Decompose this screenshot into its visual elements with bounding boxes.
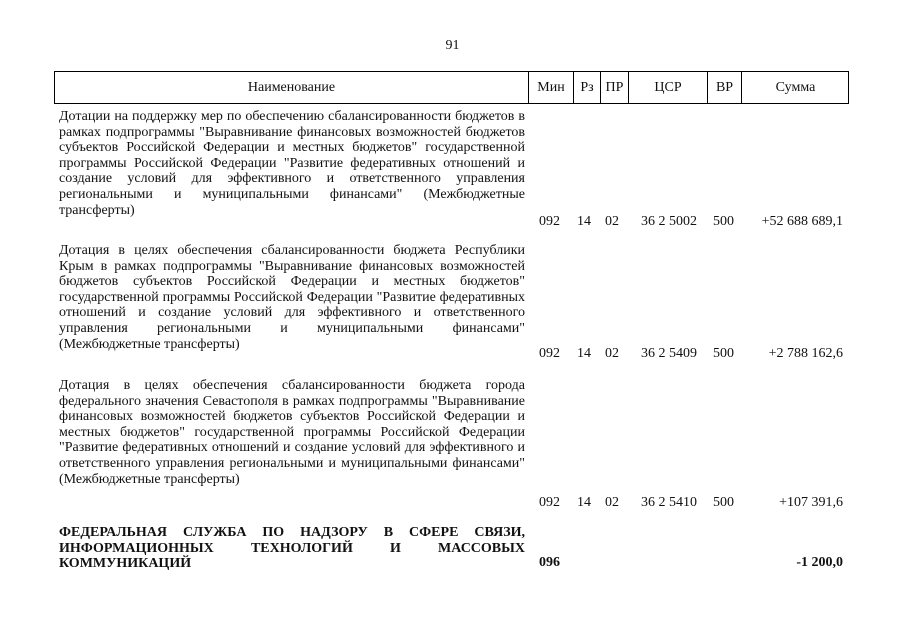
- row-description: ФЕДЕРАЛЬНАЯ СЛУЖБА ПО НАДЗОРУ В СФЕРЕ СВЯЗИ, ИНФОРМАЦИОННЫХ ТЕХНОЛОГИЙ И МАССОВЫХ КОММУНИКАЦИЙ: [59, 525, 525, 572]
- header-name: Наименование: [55, 72, 529, 103]
- row-description: Дотация в целях обеспечения сбалансированности бюджета Республики Крым в рамках подпрограммы "Выравнивание финансовых возможностей бюджетов субъектов Российской Федерации и местных бюджетов" государственной программы Российской Федерации "Развитие федеративных отношений и создание условий для эффективного и ответственного управления региональными и муниципальными финансами" (Межбюджетные трансферты): [59, 243, 525, 352]
- row-pr: 02: [605, 214, 619, 229]
- row-description: Дотация в целях обеспечения сбалансированности бюджета города федерального значения Севастополя в рамках подпрограммы "Выравнивание финансовых возможностей бюджетов субъектов Российской Федерации и местных бюджетов" государственной программы Российской Федерации "Развитие федеративных отношений и создание условий для эффективного и ответственного управления региональными и муниципальными финансами" (Межбюджетные трансферты): [59, 378, 525, 487]
- header-vr: ВР: [708, 72, 742, 103]
- row-min: 092: [539, 346, 560, 361]
- row-rz: 14: [577, 214, 591, 229]
- header-rz: Рз: [574, 72, 601, 103]
- row-description: Дотации на поддержку мер по обеспечению сбалансированности бюджетов в рамках подпрограммы "Выравнивание финансовых возможностей бюджетов субъектов Российской Федерации и местных бюджетов" государственной программы Российской Федерации "Развитие федеративных отношений и создание условий для эффективного и ответственного управления региональными и муниципальными финансами" (Межбюджетные трансферты): [59, 109, 525, 218]
- row-sum: +2 788 162,6: [768, 346, 843, 361]
- row-vr: 500: [713, 495, 734, 510]
- row-pr: 02: [605, 495, 619, 510]
- header-pr: ПР: [601, 72, 629, 103]
- row-vr: 500: [713, 346, 734, 361]
- header-csr: ЦСР: [629, 72, 708, 103]
- row-csr: 36 2 5409: [641, 346, 697, 361]
- row-min: 096: [539, 555, 560, 570]
- row-rz: 14: [577, 495, 591, 510]
- table-header: [54, 71, 849, 104]
- row-sum: +107 391,6: [779, 495, 843, 510]
- row-sum: -1 200,0: [796, 555, 843, 570]
- page-number: 91: [445, 38, 460, 53]
- header-min: Мин: [529, 72, 574, 103]
- row-csr: 36 2 5002: [641, 214, 697, 229]
- row-min: 092: [539, 214, 560, 229]
- row-sum: +52 688 689,1: [761, 214, 843, 229]
- row-csr: 36 2 5410: [641, 495, 697, 510]
- header-sum: Сумма: [775, 80, 816, 95]
- row-pr: 02: [605, 346, 619, 361]
- row-rz: 14: [577, 346, 591, 361]
- row-vr: 500: [713, 214, 734, 229]
- row-min: 092: [539, 495, 560, 510]
